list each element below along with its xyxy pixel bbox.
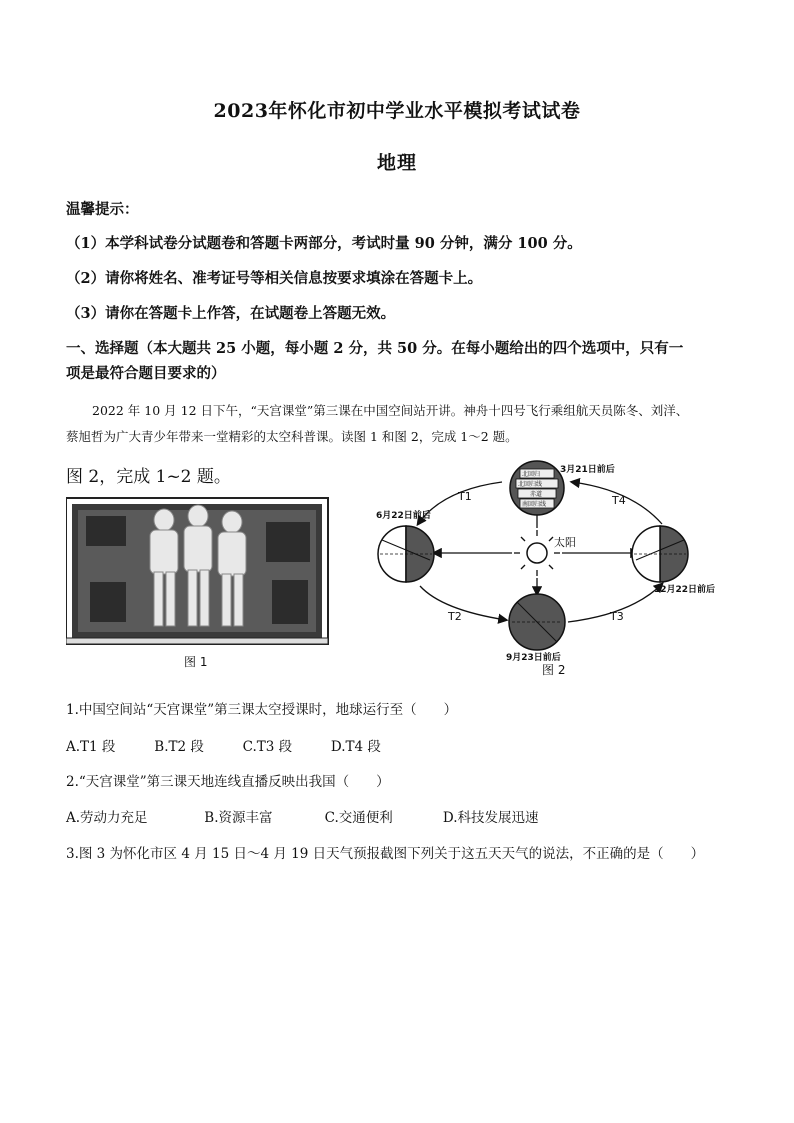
segment-t2: T2	[448, 610, 462, 623]
passage-line1: 2022 年 10 月 12 日下午，“天宫课堂”第三课在中国空间站开讲。神舟十四号飞行乘组航天员陈冬、刘洋、	[92, 403, 689, 418]
orbit-arc-t2	[420, 586, 506, 620]
date-june: 6月22日前后	[376, 511, 431, 521]
figure-1-label: 图 1	[184, 655, 208, 669]
sun-label: 太阳	[554, 536, 576, 549]
segment-t4: T4	[612, 494, 626, 507]
earth-september	[509, 594, 565, 650]
question-1-options	[66, 735, 381, 755]
tip-2: （2）请你将姓名、准考证号等相关信息按要求填涂在答题卡上。	[66, 270, 483, 287]
figure-caption: 图 2，完成 1~2 题。	[66, 467, 231, 487]
question-2-stem: 2.“天宫课堂”第三课天地连线直播反映出我国（ ）	[66, 774, 390, 790]
segment-t1: T1	[458, 490, 472, 503]
earth-june	[378, 526, 434, 582]
option-a[interactable]: A.劳动力充足	[66, 810, 148, 826]
exam-title: 2023年怀化市初中学业水平模拟考试试卷	[213, 100, 581, 122]
tips-heading: 温馨提示：	[66, 201, 139, 218]
option-a[interactable]: A.T1 段	[66, 739, 116, 755]
option-b[interactable]: B.T2 段	[154, 739, 204, 755]
section-1-heading-line2: 项是最符合题目要求的）	[66, 365, 226, 382]
date-september: 9月23日前后	[506, 653, 561, 663]
tip-3: （3）请你在答题卡上作答，在试题卷上答题无效。	[66, 305, 396, 322]
option-c[interactable]: C.交通便利	[324, 810, 393, 826]
svg-text:北回归: 北回归	[522, 471, 541, 478]
option-b[interactable]: B.资源丰富	[204, 810, 273, 826]
option-d[interactable]: D.科技发展迅速	[442, 810, 539, 826]
earth-december	[632, 526, 688, 582]
date-march: 3月21日前后	[560, 465, 615, 475]
svg-text:赤道: 赤道	[530, 491, 543, 498]
question-3-stem: 3.图 3 为怀化市区 4 月 15 日～4 月 19 日天气预报截图下列关于这五天天气的说法，不正确的是（ ）	[66, 846, 705, 862]
question-1-stem: 1.中国空间站“天宫课堂”第三课太空授课时，地球运行至（ ）	[66, 702, 458, 718]
figure-1-photo	[66, 492, 330, 676]
subject-title: 地理	[376, 152, 417, 174]
date-december: 12月22日前后	[654, 585, 716, 595]
segment-t3: T3	[610, 610, 624, 623]
option-c[interactable]: C.T3 段	[242, 739, 293, 755]
section-1-heading-line1: 一、选择题（本大题共 25 小题，每小题 2 分，共 50 分。在每小题给出的四个选项中，只有一	[66, 340, 684, 357]
orbit-diagram-svg	[372, 460, 724, 682]
svg-text:南回归线: 南回归线	[522, 501, 547, 508]
figure-2-orbit-diagram	[372, 460, 724, 682]
question-2-options	[66, 806, 539, 826]
option-d[interactable]: D.T4 段	[330, 739, 381, 755]
svg-text:北回归线: 北回归线	[518, 481, 543, 488]
passage-line2: 蔡旭哲为广大青少年带来一堂精彩的太空科普课。读图 1 和图 2，完成 1～2 题。	[66, 429, 518, 444]
earth-march	[510, 461, 564, 515]
tip-1: （1）本学科试卷分试题卷和答题卡两部分，考试时量 90 分钟，满分 100 分。	[66, 235, 582, 252]
astronaut-photo-image	[66, 492, 330, 676]
figure-2-label: 图 2	[542, 663, 566, 677]
